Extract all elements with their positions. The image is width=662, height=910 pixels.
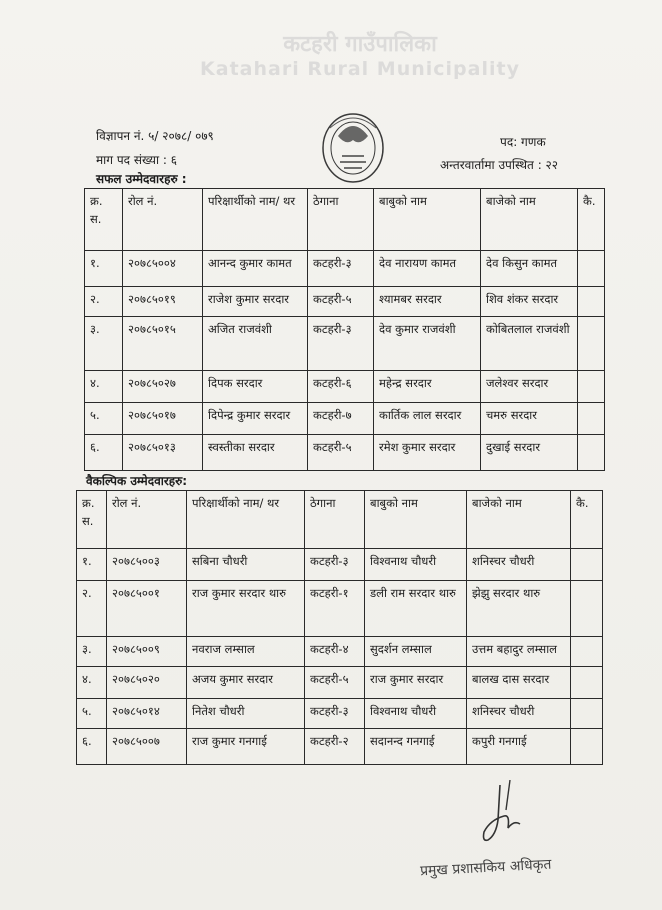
office-seal-icon [318,106,388,186]
alternate-candidates-title: वैकल्पिक उम्मेदवारहरु: [86,474,188,488]
grandfather-name-cell: शनिस्चर चौधरी [467,699,571,729]
candidate-name-cell: नवराज लम्साल [187,637,305,667]
post-name: पद: गणक [500,135,546,149]
roll-number-cell: २०७८५०१७ [123,403,203,435]
address-cell: कटहरी-५ [308,287,374,317]
father-name-cell: सदानन्द गनगाई [365,729,467,765]
table-row [85,371,605,403]
serial-cell: १. [77,549,107,581]
remark-cell [578,251,605,287]
grandfather-name-cell: जलेश्वर सरदार [481,371,578,403]
interview-present-count: अन्तरवार्तामा उपस्थित : २२ [440,158,559,172]
signatory-title: प्रमुख प्रशासकिय अधिकृत [419,856,552,880]
col-father: बाबुको नाम [365,491,467,549]
candidate-name-cell: अजित राजवंशी [203,317,308,371]
col-remark: कै. [571,491,603,549]
father-name-cell: देव कुमार राजवंशी [374,317,481,371]
remark-cell [571,549,603,581]
col-address: ठेगाना [305,491,365,549]
roll-number-cell: २०७८५०२७ [123,371,203,403]
table-header-row [85,189,605,251]
father-name-cell: विश्वनाथ चौधरी [365,699,467,729]
candidate-name-cell: स्वस्तीका सरदार [203,435,308,471]
notice-number: विज्ञापन नं. ५/ २०७८/ ०७९ [96,129,214,143]
remark-cell [571,637,603,667]
remark-cell [571,699,603,729]
serial-cell: ३. [77,637,107,667]
serial-cell: ४. [77,667,107,699]
serial-cell: ५. [77,699,107,729]
roll-number-cell: २०७८५००४ [123,251,203,287]
remark-cell [578,287,605,317]
candidate-name-cell: दिपक सरदार [203,371,308,403]
father-name-cell: राज कुमार सरदार [365,667,467,699]
letterhead-line-1: कटहरी गाउँपालिका [283,32,437,57]
col-father: बाबुको नाम [374,189,481,251]
father-name-cell: रमेश कुमार सरदार [374,435,481,471]
demand-post-count: माग पद संख्या : ६ [96,153,177,167]
table-row [85,317,605,371]
serial-cell: ६. [77,729,107,765]
table-row [77,729,603,765]
table-row [77,581,603,637]
roll-number-cell: २०७८५००१ [107,581,187,637]
signature-icon [470,780,530,850]
table-row [77,549,603,581]
father-name-cell: देव नारायण कामत [374,251,481,287]
address-cell: कटहरी-१ [305,581,365,637]
roll-number-cell: २०७८५००३ [107,549,187,581]
serial-cell: २. [85,287,123,317]
remark-cell [578,435,605,471]
alternate-candidates-table [76,490,603,765]
serial-cell: १. [85,251,123,287]
grandfather-name-cell: दुखाई सरदार [481,435,578,471]
address-cell: कटहरी-७ [308,403,374,435]
col-remark: कै. [578,189,605,251]
candidate-name-cell: राज कुमार सरदार थारु [187,581,305,637]
remark-cell [578,371,605,403]
table-row [77,699,603,729]
candidate-name-cell: नितेश चौधरी [187,699,305,729]
table-row [77,667,603,699]
address-cell: कटहरी-४ [305,637,365,667]
table-header-row [77,491,603,549]
address-cell: कटहरी-६ [308,371,374,403]
father-name-cell: विश्वनाथ चौधरी [365,549,467,581]
table-row [85,287,605,317]
address-cell: कटहरी-३ [308,317,374,371]
grandfather-name-cell: शिव शंकर सरदार [481,287,578,317]
col-name: परिक्षार्थीको नाम/ थर [187,491,305,549]
address-cell: कटहरी-३ [305,699,365,729]
grandfather-name-cell: कपुरी गनगाई [467,729,571,765]
remark-cell [571,581,603,637]
successful-candidates-table [84,188,605,471]
table-row [85,435,605,471]
address-cell: कटहरी-५ [305,667,365,699]
roll-number-cell: २०७८५०१३ [123,435,203,471]
father-name-cell: डली राम सरदार थारु [365,581,467,637]
col-address: ठेगाना [308,189,374,251]
roll-number-cell: २०७८५०१९ [123,287,203,317]
address-cell: कटहरी-५ [308,435,374,471]
table-row [85,251,605,287]
grandfather-name-cell: शनिस्चर चौधरी [467,549,571,581]
col-serial: क्र. स. [77,491,107,549]
serial-cell: ४. [85,371,123,403]
col-grandfather: बाजेको नाम [467,491,571,549]
address-cell: कटहरी-३ [305,549,365,581]
candidate-name-cell: राजेश कुमार सरदार [203,287,308,317]
table-row [77,637,603,667]
father-name-cell: महेन्द्र सरदार [374,371,481,403]
col-roll: रोल नं. [123,189,203,251]
col-name: परिक्षार्थीको नाम/ थर [203,189,308,251]
serial-cell: ६. [85,435,123,471]
letterhead-line-2: Katahari Rural Municipality [200,58,520,80]
grandfather-name-cell: देव किसुन कामत [481,251,578,287]
col-roll: रोल नं. [107,491,187,549]
candidate-name-cell: आनन्द कुमार कामत [203,251,308,287]
serial-cell: ३. [85,317,123,371]
col-grandfather: बाजेको नाम [481,189,578,251]
serial-cell: २. [77,581,107,637]
candidate-name-cell: दिपेन्द्र कुमार सरदार [203,403,308,435]
roll-number-cell: २०७८५०१५ [123,317,203,371]
roll-number-cell: २०७८५००९ [107,637,187,667]
father-name-cell: कार्तिक लाल सरदार [374,403,481,435]
remark-cell [578,403,605,435]
address-cell: कटहरी-३ [308,251,374,287]
grandfather-name-cell: चमरु सरदार [481,403,578,435]
roll-number-cell: २०७८५००७ [107,729,187,765]
father-name-cell: श्यामबर सरदार [374,287,481,317]
col-serial: क्र. स. [85,189,123,251]
grandfather-name-cell: झेझु सरदार थारु [467,581,571,637]
roll-number-cell: २०७८५०२० [107,667,187,699]
candidate-name-cell: अजय कुमार सरदार [187,667,305,699]
father-name-cell: सुदर्शन लम्साल [365,637,467,667]
serial-cell: ५. [85,403,123,435]
remark-cell [578,317,605,371]
table-row [85,403,605,435]
remark-cell [571,667,603,699]
candidate-name-cell: सबिना चौधरी [187,549,305,581]
remark-cell [571,729,603,765]
grandfather-name-cell: कोबितलाल राजवंशी [481,317,578,371]
grandfather-name-cell: बालख दास सरदार [467,667,571,699]
roll-number-cell: २०७८५०१४ [107,699,187,729]
letterhead-bleedthrough [200,28,520,80]
grandfather-name-cell: उत्तम बहादुर लम्साल [467,637,571,667]
address-cell: कटहरी-२ [305,729,365,765]
candidate-name-cell: राज कुमार गनगाई [187,729,305,765]
successful-candidates-title: सफल उम्मेदवारहरु : [96,172,187,186]
